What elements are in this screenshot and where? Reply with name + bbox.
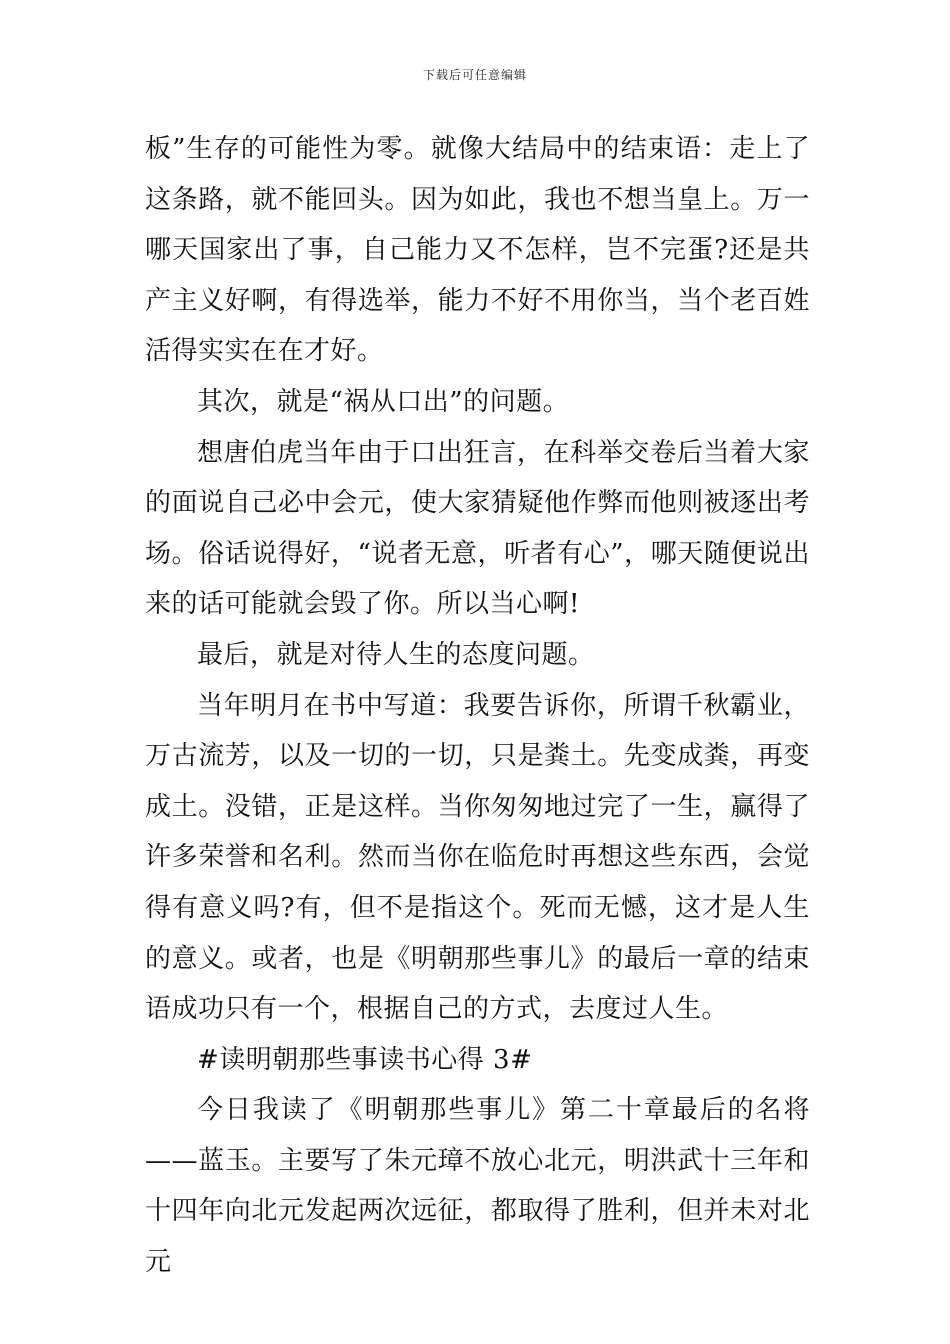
paragraph-5: 当年明月在书中写道：我要告诉你，所谓千秋霸业，万古流芳，以及一切的一切，只是粪土。先变成粪，再变成土。没错，正是这样。当你匆匆地过完了一生，赢得了许多荣誉和名利。然而当你在临危时再想这些东西，会觉得有意义吗?有，但不是指这个。死而无憾，这才是人生的意义。或者，也是《明朝那些事儿》的最后一章的结束语成功只有一个，根据自己的方式，去度过人生。	[145, 690, 810, 1025]
document-body	[145, 124, 810, 1288]
paragraph-3: 想唐伯虎当年由于口出狂言，在科举交卷后当着大家的面说自己必中会元，使大家猜疑他作弊而他则被逐出考场。俗话说得好，“说者无意，听者有心”，哪天随便说出来的话可能就会毁了你。所以当心啊!	[145, 437, 810, 620]
paragraph-6: 今日我读了《明朝那些事儿》第二十章最后的名将——蓝玉。主要写了朱元璋不放心北元，明洪武十三年和十四年向北元发起两次远征，都取得了胜利，但并未对北元	[145, 1095, 810, 1278]
section-heading: #读明朝那些事读书心得 3#	[197, 1044, 533, 1075]
page-header-note: 下载后可任意编辑	[422, 68, 527, 82]
paragraph-4: 最后，就是对待人生的态度问题。	[197, 639, 595, 670]
paragraph-1: 板”生存的可能性为零。就像大结局中的结束语：走上了这条路，就不能回头。因为如此，我也不想当皇上。万一哪天国家出了事，自己能力又不怎样，岂不完蛋?还是共产主义好啊，有得选举，能力不好不用你当，当个老百姓活得实实在在才好。	[145, 134, 810, 367]
paragraph-2: 其次，就是“祸从口出”的问题。	[197, 386, 570, 417]
